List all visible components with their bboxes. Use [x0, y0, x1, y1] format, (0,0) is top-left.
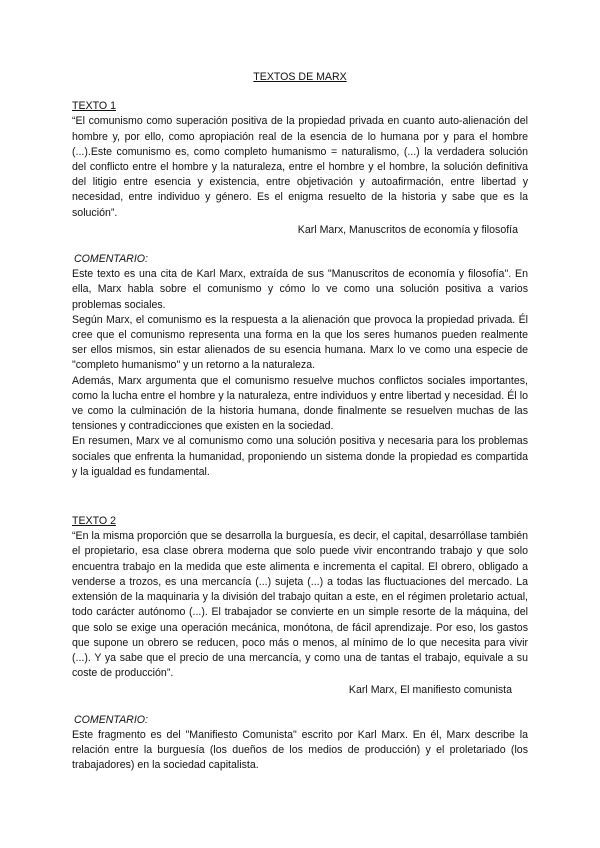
spacer — [72, 238, 528, 252]
document-title: TEXTOS DE MARX — [253, 71, 347, 83]
comment-paragraph: Además, Marx argumenta que el comunismo resuelve muchos conflictos sociales importantes, como la lucha entre el hombre y la naturaleza, entre individuos y entre libertad y necesidad. Él lo ve como la culminación de la historia humana, donde finalmente se resuelven muchas de las tensiones y contradicciones que existen en la sociedad. — [72, 374, 528, 433]
comment-paragraph: Este texto es una cita de Karl Marx, extraída de sus "Manuscritos de economía y filosofía". En ella, Marx habla sobre el comunismo y cómo lo ve como una solución positiva a varios problemas sociales. — [72, 268, 528, 311]
comment-paragraph: En resumen, Marx ve al comunismo como una solución positiva y necesaria para los problemas sociales que enfrenta la humanidad, proponiendo un sistema donde la propiedad es compartida y la igualdad es fundamental. — [72, 435, 528, 478]
text-section-1 — [72, 99, 528, 480]
text-section-2 — [72, 514, 528, 773]
comment-label: COMENTARIO: — [74, 253, 148, 266]
section-label: TEXTO 2 — [72, 515, 116, 528]
quote-text: “El comunismo como superación positiva de la propiedad privada en cuanto auto-alienación del hombre y, por ello, como apropiación real de la esencia de lo humana por y para el hombre (...).Este comunismo es, como completo humanismo = naturalismo, (...) la verdadera solución del conflicto entre el hombre y la naturaleza, entre el hombre y el hombre, la solución definitiva del litigio entre esencia y existencia, entre objetivación y autoafirmación, entre libertad y necesidad, entre individuo y género. Es el enigma resuelto de la historia y sabe que es la solución”. — [72, 115, 528, 219]
comment-paragraph: Este fragmento es del "Manifiesto Comunista" escrito por Karl Marx. En él, Marx describe la relación entre la burguesía (los dueños de los medios de producción) y el proletariado (los trabajadores) en la sociedad capitalista. — [72, 728, 528, 772]
section-label: TEXTO 1 — [72, 100, 116, 113]
spacer — [72, 699, 528, 713]
document-page — [72, 70, 528, 773]
quote-attribution: Karl Marx, El manifiesto comunista — [348, 684, 512, 697]
comment-paragraph: Según Marx, el comunismo es la respuesta a la alienación que provoca la propiedad privada. Él cree que el comunismo representa una forma en la que los seres humanos pueden realmente ser ellos mismos, sin estar alienados de su esencia humana. Marx lo ve como una especie de "completo humanismo" y un retorno a la naturaleza. — [72, 313, 528, 372]
quote-text: “En la misma proporción que se desarrolla la burguesía, es decir, el capital, desarróllase también el propietario, esa clase obrera moderna que solo puede vivir encontrando trabajo y que solo encuentra trabajo en la medida que este alimenta e incrementa el capital. El obrero, obligado a venderse a trozos, es una mercancía (...) sujeta (...) a todas las fluctuaciones del mercado. La extensión de la maquinaria y la división del trabajo quitan a este, en el régimen proletario actual, todo carácter autónomo (...). El trabajador se convierte en un simple resorte de la máquina, del que solo se exige una operación mecánica, monótona, de fácil aprendizaje. Por eso, los gastos que supone un obrero se reducen, poco más o menos, al mínimo de lo que necesita para vivir (...). Y ya sabe que el precio de una mercancía, y como una de tantas el trabajo, equivale a su coste de producción”. — [72, 530, 528, 680]
quote-attribution: Karl Marx, Manuscritos de economía y filosofía — [297, 223, 518, 236]
comment-label: COMENTARIO: — [74, 713, 148, 726]
spacer — [72, 480, 528, 514]
